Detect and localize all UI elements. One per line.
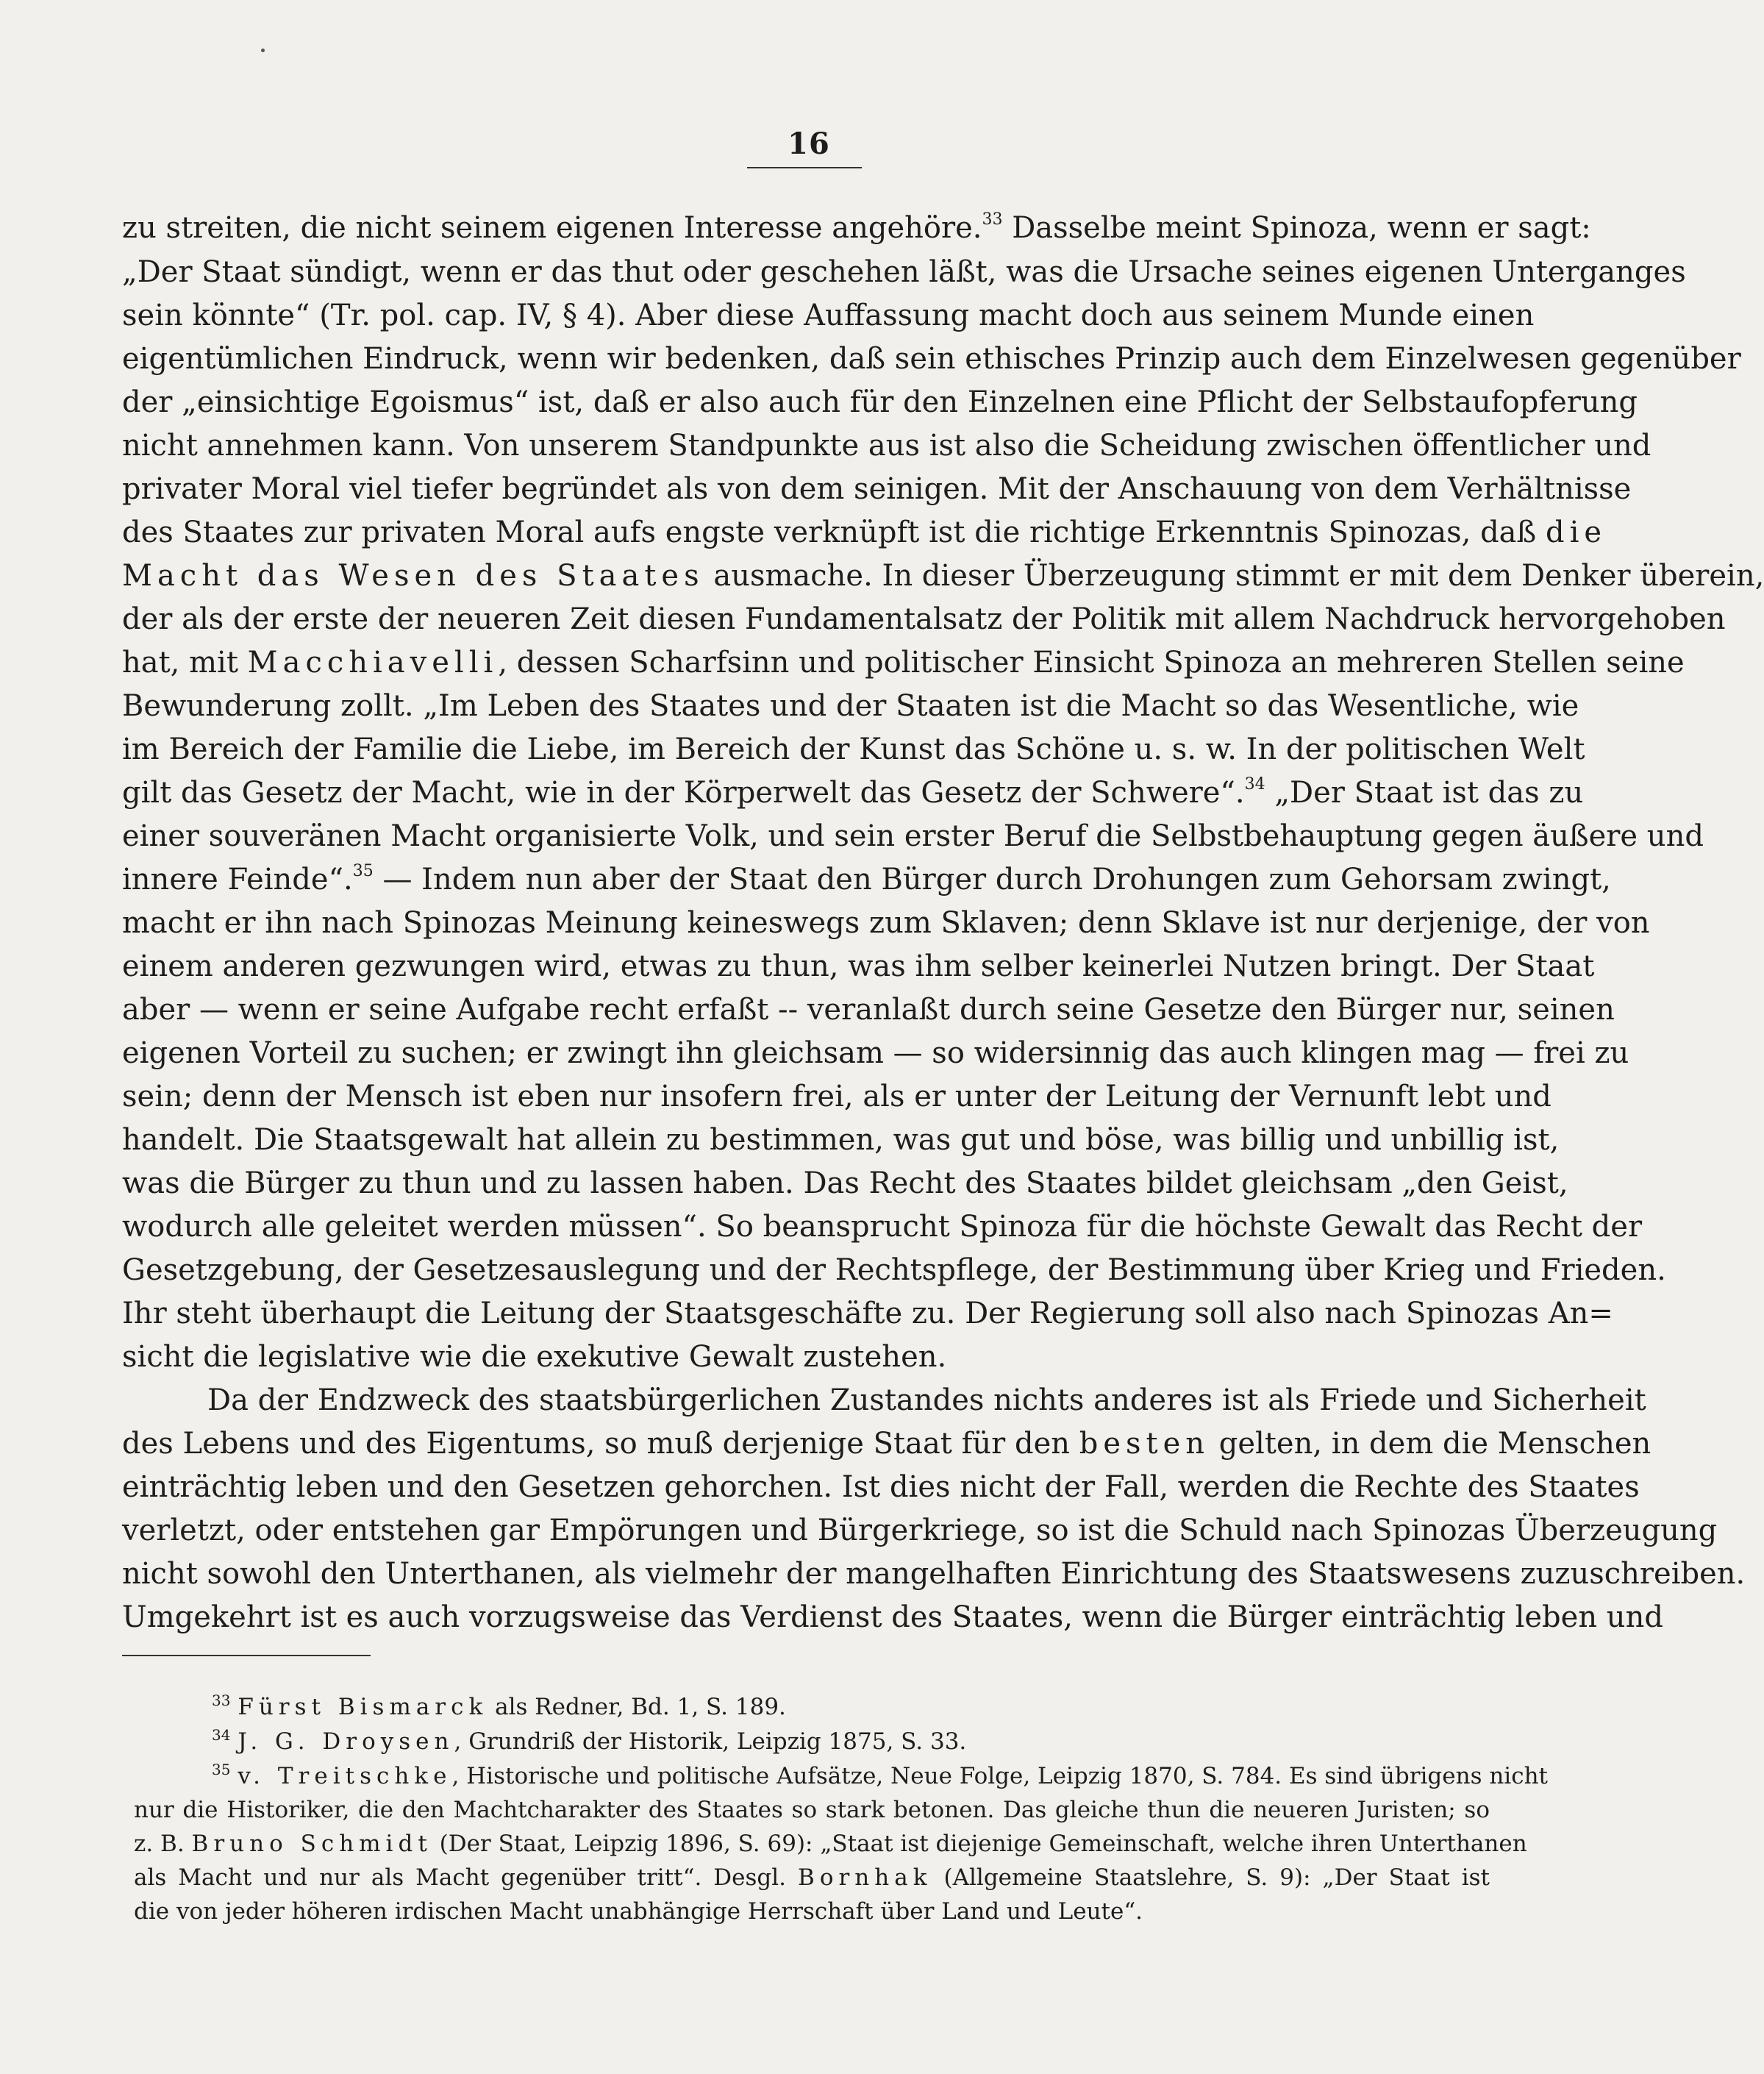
emphasis: Macht das Wesen des Staates [122, 559, 704, 593]
text-line: einem anderen gezwungen wird, etwas zu thun, was ihm selber keinerlei Nutzen bringt. Der Staat [122, 949, 1595, 983]
text-line: sicht die legislative wie die exekutive Gewalt zustehen. [122, 1340, 947, 1374]
text-line: Ihr steht überhaupt die Leitung der Staatsgeschäfte zu. Der Regierung soll also nach Spinozas An= [122, 1297, 1613, 1330]
text-line: sein könnte“ (Tr. pol. cap. IV, § 4). Aber diese Auffassung macht doch aus seinem Munde einen [122, 299, 1535, 332]
footnote-line: nur die Historiker, die den Machtcharakter des Staates so stark betonen. Das gleiche thun die neueren Juristen; so [134, 1797, 1490, 1823]
text-line: eigenen Vorteil zu suchen; er zwingt ihn gleichsam — so widersinnig das auch klingen mag — frei zu [122, 1036, 1629, 1070]
text-line: der „einsichtige Egoismus“ ist, daß er also auch für den Einzelnen eine Pflicht der Selbstaufopferung [122, 385, 1638, 419]
text-line: was die Bürger zu thun und zu lassen haben. Das Recht des Staates bildet gleichsam „den Geist, [122, 1166, 1568, 1200]
text-line: Da der Endzweck des staatsbürgerlichen Zustandes nichts anderes ist als Friede und Sicherheit [207, 1383, 1646, 1417]
ink-speck [261, 49, 265, 52]
text-line: innere Feinde“.$^{35}$ — Indem nun aber der Staat den Bürger durch Drohungen zum Gehorsam zwingt, [122, 862, 1611, 897]
footnote-rule [122, 1655, 371, 1656]
text-line: nicht sowohl den Unterthanen, als vielmehr der mangelhaften Einrichtung des Staatswesens zuzuschreiben. [122, 1557, 1746, 1591]
text-line: „Der Staat sündigt, wenn er das thut oder geschehen läßt, was die Ursache seines eigenen Unterganges [122, 255, 1686, 289]
text-line: im Bereich der Familie die Liebe, im Bereich der Kunst das Schöne u. s. w. In der politischen Welt [122, 733, 1585, 766]
page-number: 16 [788, 126, 830, 161]
text-line: sein; denn der Mensch ist eben nur insofern frei, als er unter der Leitung der Vernunft lebt und [122, 1080, 1551, 1113]
text-line: aber — wenn er seine Aufgabe recht erfaßt -- veranlaßt durch seine Gesetze den Bürger nur, seinen [122, 993, 1615, 1027]
text-line: wodurch alle geleitet werden müssen“. So beansprucht Spinoza für die höchste Gewalt das Recht der [122, 1210, 1643, 1244]
footnote-35: $^{35}$ v. Treitschke, Historische und politische Aufsätze, Neue Folge, Leipzig 1870, S. 784. Es sind übrigens nicht [212, 1761, 1549, 1789]
footnote-ref: 33 [982, 210, 1003, 229]
text-line: der als der erste der neueren Zeit diesen Fundamentalsatz der Politik mit allem Nachdruck hervorgehoben [122, 602, 1726, 636]
text-line: verletzt, oder entstehen gar Empörungen und Bürgerkriege, so ist die Schuld nach Spinozas Überzeugung [122, 1514, 1718, 1547]
text-line: Macht das Wesen des Staates ausmache. In dieser Überzeugung stimmt er mit dem Denker überein, [122, 559, 1764, 593]
footnote-line: z. B. Bruno Schmidt (Der Staat, Leipzig 1896, S. 69): „Staat ist diejenige Gemeinschaft, welche ihren Unterthanen [134, 1831, 1527, 1857]
footnote-line: die von jeder höheren irdischen Macht unabhängige Herrschaft über Land und Leute“. [134, 1898, 1143, 1925]
emphasis: besten [1079, 1427, 1210, 1461]
text-line: Umgekehrt ist es auch vorzugsweise das Verdienst des Staates, wenn die Bürger einträchtig leben und [122, 1600, 1663, 1634]
footnote-ref: 35 [352, 862, 374, 880]
text-line: des Lebens und des Eigentums, so muß derjenige Staat für den besten gelten, in dem die Menschen [122, 1427, 1651, 1461]
text-line: zu streiten, die nicht seinem eigenen Interesse angehöre.$^{33}$ Dasselbe meint Spinoza, wenn er sagt: [122, 210, 1591, 245]
emphasis: Macchiavelli [247, 646, 499, 680]
footnote-ref: 34 [1244, 775, 1265, 794]
page-number-rule [747, 167, 862, 168]
text-line: hat, mit Macchiavelli, dessen Scharfsinn und politischer Einsicht Spinoza an mehreren Stellen seine [122, 646, 1685, 680]
text-line: macht er ihn nach Spinozas Meinung keineswegs zum Sklaven; denn Sklave ist nur derjenige, der von [122, 906, 1650, 940]
footnote-line: als Macht und nur als Macht gegenüber tritt“. Desgl. Bornhak (Allgemeine Staatslehre, S. 9): „Der Staat ist [134, 1864, 1490, 1891]
text-line: des Staates zur privaten Moral aufs engste verknüpft ist die richtige Erkenntnis Spinozas, daß die [122, 516, 1607, 549]
text-line: nicht annehmen kann. Von unserem Standpunkte aus ist also die Scheidung zwischen öffentlicher und [122, 429, 1651, 463]
text-line: einer souveränen Macht organisierte Volk, und sein erster Beruf die Selbstbehauptung gegen äußere und [122, 819, 1704, 853]
text-line: einträchtig leben und den Gesetzen gehorchen. Ist dies nicht der Fall, werden die Rechte des Staates [122, 1470, 1640, 1504]
text-line: Gesetzgebung, der Gesetzesauslegung und der Rechtspflege, der Bestimmung über Krieg und Frieden. [122, 1253, 1666, 1287]
footnote-33: $^{33}$ Fürst Bismarck als Redner, Bd. 1, S. 189. [212, 1692, 786, 1720]
text-line: privater Moral viel tiefer begründet als von dem seinigen. Mit der Anschauung von dem Verhältnisse [122, 472, 1632, 506]
text-line: Bewunderung zollt. „Im Leben des Staates und der Staaten ist die Macht so das Wesentliche, wie [122, 689, 1579, 723]
text-line: eigentümlichen Eindruck, wenn wir bedenken, daß sein ethisches Prinzip auch dem Einzelwesen gegenüber [122, 342, 1741, 376]
text-line: gilt das Gesetz der Macht, wie in der Körperwelt das Gesetz der Schwere“.$^{34}$ „Der Staat ist das zu [122, 775, 1584, 810]
text-line: handelt. Die Staatsgewalt hat allein zu bestimmen, was gut und böse, was billig und unbillig ist, [122, 1123, 1560, 1157]
footnote-34: $^{34}$ J. G. Droysen, Grundriß der Historik, Leipzig 1875, S. 33. [212, 1726, 967, 1755]
